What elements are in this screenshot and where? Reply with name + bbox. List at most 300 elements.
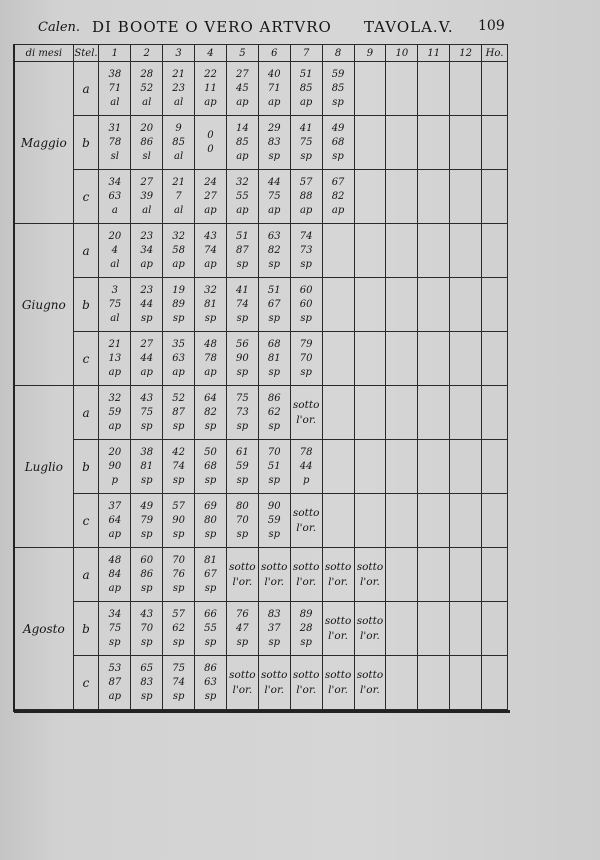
reading-cell [258, 170, 290, 224]
altitude-value: 57 [299, 176, 313, 188]
position-code: sp [300, 366, 312, 378]
altitude-value: 27 [236, 68, 249, 80]
hour-header: 11 [418, 45, 450, 62]
azimuth-value: 63 [108, 190, 122, 202]
position-code: ap [299, 204, 313, 216]
reading-cell [195, 62, 227, 116]
position-code: sp [236, 474, 249, 486]
month-label: Giugno [15, 224, 74, 386]
altitude-value: 48 [108, 554, 122, 566]
empty-cell [418, 224, 450, 278]
azimuth-value: 59 [236, 460, 249, 472]
position-code: al [110, 96, 120, 108]
position-code: ap [108, 528, 121, 540]
azimuth-value: 13 [108, 352, 122, 364]
below-horizon-cell [258, 656, 290, 710]
azimuth-value: 82 [204, 406, 217, 418]
bottom-border-rule [14, 710, 510, 713]
empty-cell [322, 224, 354, 278]
azimuth-value: 83 [267, 136, 281, 148]
altitude-value: 43 [140, 608, 154, 620]
empty-cell [482, 62, 508, 116]
reading-cell [322, 62, 354, 116]
altitude-value: 34 [108, 608, 122, 620]
position-code: sp [332, 150, 344, 162]
below-horizon-cell [226, 656, 258, 710]
reading-cell [131, 440, 163, 494]
azimuth-value: 90 [236, 352, 249, 364]
position-code: sp [204, 312, 217, 324]
reading-cell [226, 62, 258, 116]
altitude-value: 9 [175, 122, 182, 134]
azimuth-value: 47 [236, 622, 249, 634]
azimuth-value: 85 [172, 136, 185, 148]
azimuth-value: 76 [172, 568, 185, 580]
empty-cell [386, 62, 418, 116]
azimuth-value: 86 [140, 568, 154, 580]
reading-cell [163, 62, 195, 116]
table-row [15, 278, 508, 332]
empty-cell [418, 170, 450, 224]
position-code: sp [268, 312, 281, 324]
reading-cell [258, 278, 290, 332]
position-code: sp [172, 474, 185, 486]
azimuth-value: 75 [267, 190, 281, 202]
altitude-value: 35 [172, 338, 185, 350]
table-row [15, 386, 508, 440]
altitude-value: 51 [236, 230, 249, 242]
position-code: sp [268, 258, 281, 270]
azimuth-value: 68 [331, 136, 345, 148]
empty-cell [322, 332, 354, 386]
altitude-value: 78 [299, 446, 313, 458]
azimuth-value: 75 [108, 298, 122, 310]
reading-cell [195, 170, 227, 224]
altitude-value: 38 [108, 68, 122, 80]
position-code: sp [236, 366, 249, 378]
month-label: Luglio [15, 386, 74, 548]
altitude-value: sotto [324, 560, 352, 573]
azimuth-value: 67 [204, 568, 217, 580]
reading-cell [163, 656, 195, 710]
azimuth-value: 89 [172, 298, 185, 310]
position-code: al [142, 96, 152, 108]
position-code: sp [236, 636, 249, 648]
empty-cell [482, 656, 508, 710]
reading-cell [290, 602, 322, 656]
below-horizon-cell [290, 656, 322, 710]
reading-cell [163, 224, 195, 278]
reading-cell [131, 602, 163, 656]
position-code: sp [332, 96, 344, 108]
hour-header: 12 [450, 45, 482, 62]
below-horizon-cell [290, 494, 322, 548]
star-letter: b [73, 116, 99, 170]
empty-cell [450, 170, 482, 224]
position-code: p [302, 474, 310, 486]
altitude-value: 20 [108, 446, 122, 458]
azimuth-value: l'or. [264, 683, 285, 696]
table-row [15, 602, 508, 656]
table-row [15, 332, 508, 386]
reading-cell [322, 170, 354, 224]
azimuth-value: 63 [204, 676, 217, 688]
reading-cell [195, 116, 227, 170]
azimuth-value: 4 [111, 244, 118, 256]
position-code: sp [172, 420, 185, 432]
altitude-value: 32 [172, 230, 185, 242]
reading-cell [131, 332, 163, 386]
altitude-value: 61 [236, 446, 249, 458]
position-code: sp [140, 582, 153, 594]
star-letter: a [73, 386, 99, 440]
reading-cell [258, 332, 290, 386]
empty-cell [322, 386, 354, 440]
azimuth-value: 7 [175, 190, 182, 202]
azimuth-value: 74 [204, 244, 217, 256]
below-horizon-cell [290, 386, 322, 440]
azimuth-value: 51 [267, 460, 281, 472]
position-code: sl [142, 150, 151, 162]
table-row [15, 170, 508, 224]
azimuth-value: 44 [140, 352, 154, 364]
azimuth-value: 44 [299, 460, 313, 472]
month-label: Agosto [15, 548, 74, 710]
reading-cell [195, 440, 227, 494]
empty-cell [482, 332, 508, 386]
azimuth-value: 87 [236, 244, 249, 256]
empty-cell [354, 224, 386, 278]
empty-cell [482, 548, 508, 602]
empty-cell [418, 602, 450, 656]
altitude-value: 86 [267, 392, 281, 404]
reading-cell [195, 278, 227, 332]
reading-cell [258, 116, 290, 170]
altitude-value: 20 [108, 230, 122, 242]
altitude-value: 41 [236, 284, 249, 296]
altitude-value: 27 [140, 338, 154, 350]
hour-header: 2 [131, 45, 163, 62]
altitude-value: 75 [236, 392, 249, 404]
position-code: sp [172, 690, 185, 702]
azimuth-value: 78 [204, 352, 217, 364]
azimuth-value: 55 [204, 622, 217, 634]
azimuth-value: l'or. [360, 683, 380, 696]
altitude-value: 70 [267, 446, 281, 458]
altitude-value: 60 [299, 284, 313, 296]
reading-cell [290, 170, 322, 224]
position-code: sp [140, 690, 153, 702]
position-code: sp [236, 528, 249, 540]
empty-cell [354, 332, 386, 386]
azimuth-value: l'or. [296, 521, 317, 534]
position-code: al [174, 204, 184, 216]
reading-cell [290, 224, 322, 278]
position-code: sp [109, 636, 121, 648]
altitude-value: 21 [172, 176, 185, 188]
empty-cell [386, 224, 418, 278]
azimuth-value: 75 [108, 622, 122, 634]
altitude-value: 50 [204, 446, 217, 458]
table-row [15, 440, 508, 494]
altitude-value: 70 [172, 554, 185, 566]
star-column-header: Stel. [73, 45, 99, 62]
reading-cell [226, 170, 258, 224]
altitude-value: 56 [236, 338, 249, 350]
azimuth-value: 74 [172, 460, 185, 472]
altitude-value: 79 [299, 338, 313, 350]
altitude-value: 69 [204, 500, 217, 512]
position-code: al [174, 150, 184, 162]
empty-cell [482, 224, 508, 278]
star-letter: b [73, 440, 99, 494]
empty-cell [482, 494, 508, 548]
reading-cell [195, 332, 227, 386]
reading-cell [195, 656, 227, 710]
altitude-value: 34 [108, 176, 122, 188]
altitude-value: sotto [229, 560, 256, 573]
azimuth-value: 80 [204, 514, 217, 526]
altitude-value: sotto [292, 560, 320, 573]
altitude-value: 74 [299, 230, 313, 242]
azimuth-value: 71 [267, 82, 281, 94]
azimuth-value: l'or. [296, 413, 317, 426]
table-row [15, 62, 508, 116]
reading-cell [131, 656, 163, 710]
azimuth-value: 71 [108, 82, 122, 94]
table-row [15, 548, 508, 602]
position-code: al [174, 96, 184, 108]
position-code: ap [108, 420, 121, 432]
position-code: a [111, 204, 118, 216]
altitude-value: 31 [108, 122, 122, 134]
altitude-value: 83 [267, 608, 281, 620]
position-code: sl [110, 150, 119, 162]
star-letter: c [73, 332, 99, 386]
below-horizon-cell [354, 548, 386, 602]
position-code: ap [204, 204, 217, 216]
star-table [14, 44, 508, 710]
reading-cell [195, 386, 227, 440]
altitude-value: 32 [204, 284, 217, 296]
azimuth-value: l'or. [296, 683, 317, 696]
empty-cell [322, 440, 354, 494]
reading-cell [226, 494, 258, 548]
azimuth-value: 0 [207, 143, 214, 155]
position-code: ap [236, 204, 249, 216]
empty-cell [482, 278, 508, 332]
below-horizon-cell [226, 548, 258, 602]
empty-cell [386, 278, 418, 332]
empty-cell [418, 494, 450, 548]
reading-cell [290, 278, 322, 332]
reading-cell [258, 602, 290, 656]
hour-header: 6 [258, 45, 290, 62]
azimuth-value: 58 [172, 244, 185, 256]
reading-cell [163, 440, 195, 494]
position-code: sp [300, 312, 312, 324]
below-horizon-cell [354, 602, 386, 656]
empty-cell [482, 170, 508, 224]
reading-cell [290, 440, 322, 494]
altitude-value: 60 [140, 554, 154, 566]
month-label: Maggio [15, 62, 74, 224]
empty-cell [418, 62, 450, 116]
position-code: sp [300, 258, 312, 270]
position-code: p [111, 474, 119, 486]
star-letter: a [73, 62, 99, 116]
altitude-value: 64 [204, 392, 217, 404]
azimuth-value: 75 [299, 136, 313, 148]
reading-cell [131, 170, 163, 224]
azimuth-value: 78 [108, 136, 122, 148]
reading-cell [226, 602, 258, 656]
reading-cell [226, 224, 258, 278]
azimuth-value: 55 [236, 190, 249, 202]
altitude-value: 53 [108, 662, 122, 674]
hour-header: 10 [386, 45, 418, 62]
altitude-value: 90 [267, 500, 281, 512]
reading-cell [195, 602, 227, 656]
star-letter: b [73, 278, 99, 332]
position-code: ap [299, 96, 313, 108]
altitude-value: 51 [299, 68, 313, 80]
altitude-value: 63 [267, 230, 281, 242]
azimuth-value: 84 [108, 568, 122, 580]
below-horizon-cell [354, 656, 386, 710]
altitude-value: 42 [172, 446, 185, 458]
position-code: al [110, 258, 120, 270]
reading-cell [163, 332, 195, 386]
altitude-value: 65 [140, 662, 154, 674]
below-horizon-cell [322, 602, 354, 656]
reading-cell [226, 332, 258, 386]
azimuth-value: 85 [299, 82, 313, 94]
position-code: sp [172, 636, 185, 648]
azimuth-value: 81 [204, 298, 217, 310]
altitude-value: 37 [108, 500, 122, 512]
altitude-value: 76 [236, 608, 249, 620]
reading-cell [290, 62, 322, 116]
altitude-value: 86 [204, 662, 217, 674]
empty-cell [450, 386, 482, 440]
header-table-label: TAVOLA.V. [364, 18, 454, 36]
reading-cell [131, 224, 163, 278]
azimuth-value: l'or. [264, 575, 285, 588]
altitude-value: 49 [331, 122, 345, 134]
star-letter: a [73, 224, 99, 278]
reading-cell [195, 224, 227, 278]
azimuth-value: l'or. [328, 575, 348, 588]
page-number: 109 [478, 18, 505, 34]
position-code: sp [268, 474, 281, 486]
position-code: sp [268, 636, 281, 648]
position-code: ap [108, 582, 121, 594]
empty-cell [386, 548, 418, 602]
empty-cell [482, 386, 508, 440]
position-code: ap [204, 258, 217, 270]
month-column-header: di mesi [15, 45, 74, 62]
azimuth-value: 83 [140, 676, 154, 688]
altitude-value: 24 [204, 176, 217, 188]
altitude-value: 41 [299, 122, 313, 134]
empty-cell [418, 656, 450, 710]
azimuth-value: 59 [108, 406, 122, 418]
altitude-value: 27 [140, 176, 154, 188]
empty-cell [386, 656, 418, 710]
empty-cell [418, 332, 450, 386]
altitude-value: 49 [140, 500, 154, 512]
empty-cell [322, 494, 354, 548]
reading-cell [226, 278, 258, 332]
empty-cell [354, 494, 386, 548]
azimuth-value: l'or. [328, 683, 348, 696]
azimuth-value: 81 [267, 352, 281, 364]
empty-cell [482, 116, 508, 170]
empty-cell [386, 170, 418, 224]
altitude-value: 40 [267, 68, 281, 80]
table-row [15, 116, 508, 170]
azimuth-value: 82 [267, 244, 281, 256]
reading-cell [258, 440, 290, 494]
altitude-value: 32 [108, 392, 122, 404]
altitude-value: sotto [356, 668, 384, 681]
azimuth-value: l'or. [232, 683, 253, 696]
empty-cell [354, 278, 386, 332]
empty-cell [418, 548, 450, 602]
azimuth-value: 75 [140, 406, 154, 418]
left-border-rule [13, 44, 15, 712]
azimuth-value: 86 [140, 136, 154, 148]
table-header-row [15, 45, 508, 62]
azimuth-value: 52 [140, 82, 154, 94]
reading-cell [99, 656, 131, 710]
azimuth-value: 39 [140, 190, 154, 202]
altitude-value: sotto [292, 398, 320, 411]
reading-cell [163, 170, 195, 224]
altitude-value: sotto [324, 614, 352, 627]
azimuth-value: 88 [299, 190, 313, 202]
empty-cell [386, 116, 418, 170]
azimuth-value: 74 [172, 676, 185, 688]
azimuth-value: 85 [331, 82, 345, 94]
reading-cell [131, 494, 163, 548]
below-horizon-cell [322, 656, 354, 710]
empty-cell [450, 224, 482, 278]
empty-cell [450, 116, 482, 170]
position-code: sp [140, 312, 153, 324]
table-row [15, 656, 508, 710]
altitude-value: sotto [324, 668, 352, 681]
azimuth-value: 70 [299, 352, 313, 364]
altitude-value: sotto [261, 560, 288, 573]
hour-header: 3 [163, 45, 195, 62]
empty-cell [354, 62, 386, 116]
altitude-value: 22 [204, 68, 217, 80]
azimuth-value: 90 [108, 460, 122, 472]
empty-cell [386, 386, 418, 440]
position-code: ap [268, 204, 281, 216]
position-code: sp [204, 636, 217, 648]
position-code: sp [300, 636, 312, 648]
empty-cell [354, 386, 386, 440]
reading-cell [258, 386, 290, 440]
azimuth-value: 23 [172, 82, 185, 94]
altitude-value: 28 [140, 68, 154, 80]
position-code: sp [300, 150, 312, 162]
altitude-value: 80 [236, 500, 249, 512]
altitude-value: 81 [204, 554, 217, 566]
